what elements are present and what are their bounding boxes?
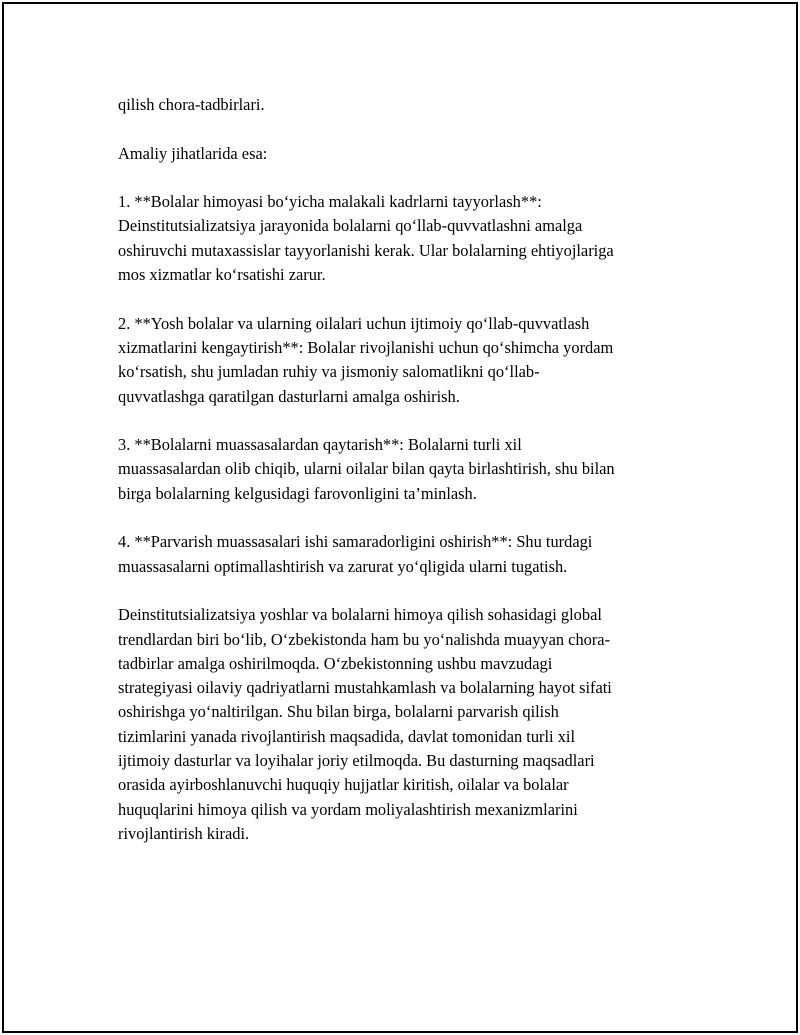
list-item-2: 2. **Yosh bolalar va ularning oilalari uchun ijtimoiy qoʻllab-quvvatlash xizmatlarini kengaytirish**: Bolalar rivojlanishi uchun qoʻshimcha yordam koʻrsatish, shu jumladan ruhiy va jismoniy salomatlikni qoʻllab- quvvatlashga qaratilgan dasturlarni amalga oshirish. [118,313,614,406]
list-item-1: 1. **Bolalar himoyasi boʻyicha malakali kadrlarni tayyorlash**: Deinstitutsializatsiya jarayonida bolalarni qoʻllab-quvvatlashni amalga oshiruvchi mutaxassislar tayyorlanishi kerak. Ular bolalarning ehtiyojlariga mos xizmatlar koʻrsatishi zarur. [118,192,614,285]
paragraph-practical-intro: Amaliy jihatlarida esa: [118,143,268,163]
document-body [118,93,683,846]
list-item-4: 4. **Parvarish muassasalari ishi samaradorligini oshirish**: Shu turdagi muassasalarni optimallashtirish va zarurat yoʻqligida ularni tugatish. [118,532,593,576]
paragraph-conclusion: Deinstitutsializatsiya yoshlar va bolalarni himoya qilish sohasidagi global trendlardan biri boʻlib, Oʻzbekistonda ham bu yoʻnalishda muayyan chora- tadbirlar amalga oshirilmoqda. Oʻzbekistonning ushbu mavzudagi strategiyasi oilaviy qadriyatlarni mustahkamlash va bolalarning hayot sifati oshirishga yoʻnaltirilgan. Shu bilan birga, bolalarni parvarish qilish tizimlarini yanada rivojlantirish maqsadida, davlat tomonidan turli xil ijtimoiy dasturlar va loyihalar joriy etilmoqda. Bu dasturning maqsadlari orasida ayirboshlanuvchi huquqiy hujjatlar kiritish, oilalar va bolalar huquqlarini himoya qilish va yordam moliyalashtirish mexanizmlarini rivojlantirish kiradi. [118,605,612,843]
paragraph-continuation: qilish chora-tadbirlari. [118,95,265,114]
list-item-3: 3. **Bolalarni muassasalardan qaytarish**: Bolalarni turli xil muassasalardan olib chiqib, ularni oilalar bilan qayta birlashtirish, shu bilan birga bolalarning kelgusidagi farovonligini ta’minlash. [118,435,615,503]
